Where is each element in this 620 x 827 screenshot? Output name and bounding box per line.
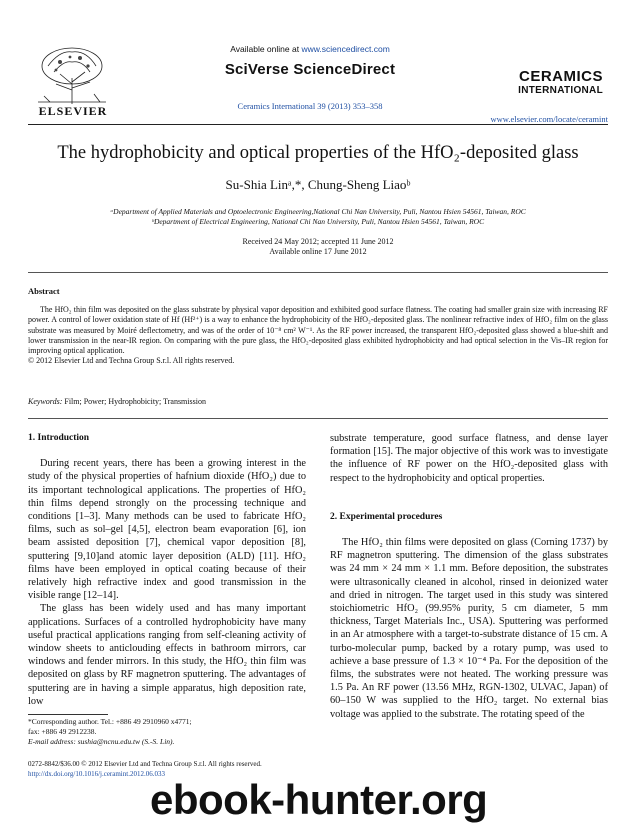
journal-citation[interactable]: Ceramics International 39 (2013) 353–358 xyxy=(237,101,383,111)
section-heading-experimental: 2. Experimental procedures xyxy=(330,511,443,522)
header-divider xyxy=(28,124,608,125)
intro-continued-paragraph: substrate temperature, good surface flatness, and dense layer formation [15]. The major objective of this work was to investigate the influence of RF power on the HfO₂-deposited glass with respect to the hydrophobicity and optical properties. xyxy=(330,433,608,484)
abstract-top-rule xyxy=(28,272,608,273)
journal-logo xyxy=(493,68,603,96)
intro-paragraph-2: The glass has been widely used and has many important applications. Surfaces of a controlled hydrophobicity have many useful practical applications ranging from self-cleaning activity of window sheets to anticlouding effects in bathroom mirrors, car windows and fender mirrors. In this study, the HfO₂ thin film was deposited on glass by RF magnetron sputtering. The advantages of sputtering are in having a simple apparatus, high deposition rate, low xyxy=(28,603,306,707)
abstract-text: The HfO₂ thin film was deposited on the glass substrate by physical vapor deposition and exhibited good surface flatness. The coating had smaller grain size with increasing RF power. A control of lower oxidation state of Hf (Hf²⁺) is a way to enhance the hydrophobicity of the HfO₂-deposited glass. The nonlinear refractive index of HfO₂ film on the glass substrate was measured by Moiré deflectometry, and was of the order of 10⁻⁸ cm² W⁻¹. As the RF power increased, the transparent HfO₂-deposited glass showed a blue-shift and lower transmission in the near-IR region. On comparing with the pure glass, the HfO₂-deposited glass exhibited hydrophobicity and had optical selection in the Vis–IR region for improving optical application. xyxy=(28,305,608,356)
doi-link[interactable]: http://dx.doi.org/10.1016/j.ceramint.2012.06.033 xyxy=(28,769,165,778)
intro-paragraph-1: During recent years, there has been a growing interest in the study of the physical properties of hafnium dioxide (HfO₂) due to its important technological applications. The properties of HfO₂ thin films depend strongly on the processing technique and conditions [1–3]. Many methods can be used to fabricate HfO₂ films, such as sol–gel [4,5], electron beam evaporation [6], ion beam assisted deposition [7], chemical vapor deposition [8], sputtering [9,10]and atomic layer deposition (ALD) [11]. HfO₂ films have been employed in optical coating because of their relatively high refractive index and good transmission in the visible range [12–14]. xyxy=(28,458,306,602)
elsevier-wordmark: ELSEVIER xyxy=(38,104,108,118)
journal-logo-line2: INTERNATIONAL xyxy=(518,85,603,96)
abstract-heading: Abstract xyxy=(28,286,60,296)
footer-copyright: 0272-8842/$36.00 © 2012 Elsevier Ltd and Techna Group S.r.l. All rights reserved. xyxy=(28,760,262,768)
abstract-copyright: © 2012 Elsevier Ltd and Techna Group S.r.l. All rights reserved. xyxy=(28,356,235,366)
left-column xyxy=(28,432,306,708)
right-column xyxy=(330,432,608,721)
received-date: Received 24 May 2012; accepted 11 June 2012 xyxy=(242,237,394,246)
online-date: Available online 17 June 2012 xyxy=(269,247,367,256)
keywords xyxy=(28,397,608,406)
available-prefix: Available online at xyxy=(230,44,300,54)
footnote-line-2: fax: +886 49 2912238. xyxy=(28,727,97,736)
elsevier-tree-logo xyxy=(30,44,114,110)
footnote-line-1: *Corresponding author. Tel.: +886 49 2910960 x4771; xyxy=(28,717,192,726)
availability-line xyxy=(200,44,420,54)
experimental-paragraph-1: The HfO₂ thin films were deposited on glass (Corning 1737) by RF magnetron sputtering. The dimension of the glass substrates was 24 mm × 24 mm × 1.1 mm. Before deposition, the substrates were ultrasonically cleaned in alcohol, rinsed in deionized water and dried in nitrogen. The target used in this study was sintered stoichiometric HfO₂ (99.95% purity, 5 cm diameter, 5 mm thickness, Target Materials Inc., USA). Sputtering was performed in an Ar atmosphere with a target-to-substrate distance of 15 cm. A turbo-molecular pump, backed by a rotary pump, was used to achieve a base pressure of 1.3 × 10⁻⁴ Pa. For the deposition of the films, the substrates were not heated. The working pressure was 1.5 Pa. An RF power (13.56 MHz, RGN-1302, ULVAC, Japan) of 60–150 W was supplied to the HfO₂ target. No external bias voltage was applied to the substrate. The rotating speed of the xyxy=(330,537,608,720)
author-list: Su-Shia Linᵃ,*, Chung-Sheng Liaoᵇ xyxy=(225,177,411,192)
footnote-rule xyxy=(28,714,108,715)
platform-name: SciVerse ScienceDirect xyxy=(224,61,396,78)
abstract-bottom-rule xyxy=(28,418,608,419)
keywords-list: Film; Power; Hydrophobicity; Transmission xyxy=(62,397,206,406)
footnote xyxy=(28,717,306,747)
abstract-body xyxy=(28,305,608,367)
keywords-label: Keywords: xyxy=(28,397,63,406)
affiliation-a: ᵃDepartment of Applied Materials and Optoelectronic Engineering,National Chi Nan University, Puli, Nantou Hsien 54561, Taiwan, ROC xyxy=(110,207,526,216)
sciencedirect-link[interactable]: www.sciencedirect.com xyxy=(301,44,390,54)
journal-logo-line1: CERAMICS xyxy=(518,68,603,85)
article-title: The hydrophobicity and optical properties of the HfO₂-deposited glass xyxy=(57,143,579,163)
affiliation-b: ᵇDepartment of Electrical Engineering, National Chi Nan University, Puli, Nantou Hsien 54561, Taiwan, ROC xyxy=(151,217,485,226)
watermark-text: ebook-hunter.org xyxy=(150,776,488,823)
footnote-line-3: E-mail address: sushia@ncnu.edu.tw (S.-S. Lin). xyxy=(28,737,175,746)
journal-url-link[interactable]: www.elsevier.com/locate/ceramint xyxy=(490,114,608,124)
section-heading-introduction: 1. Introduction xyxy=(28,433,90,443)
